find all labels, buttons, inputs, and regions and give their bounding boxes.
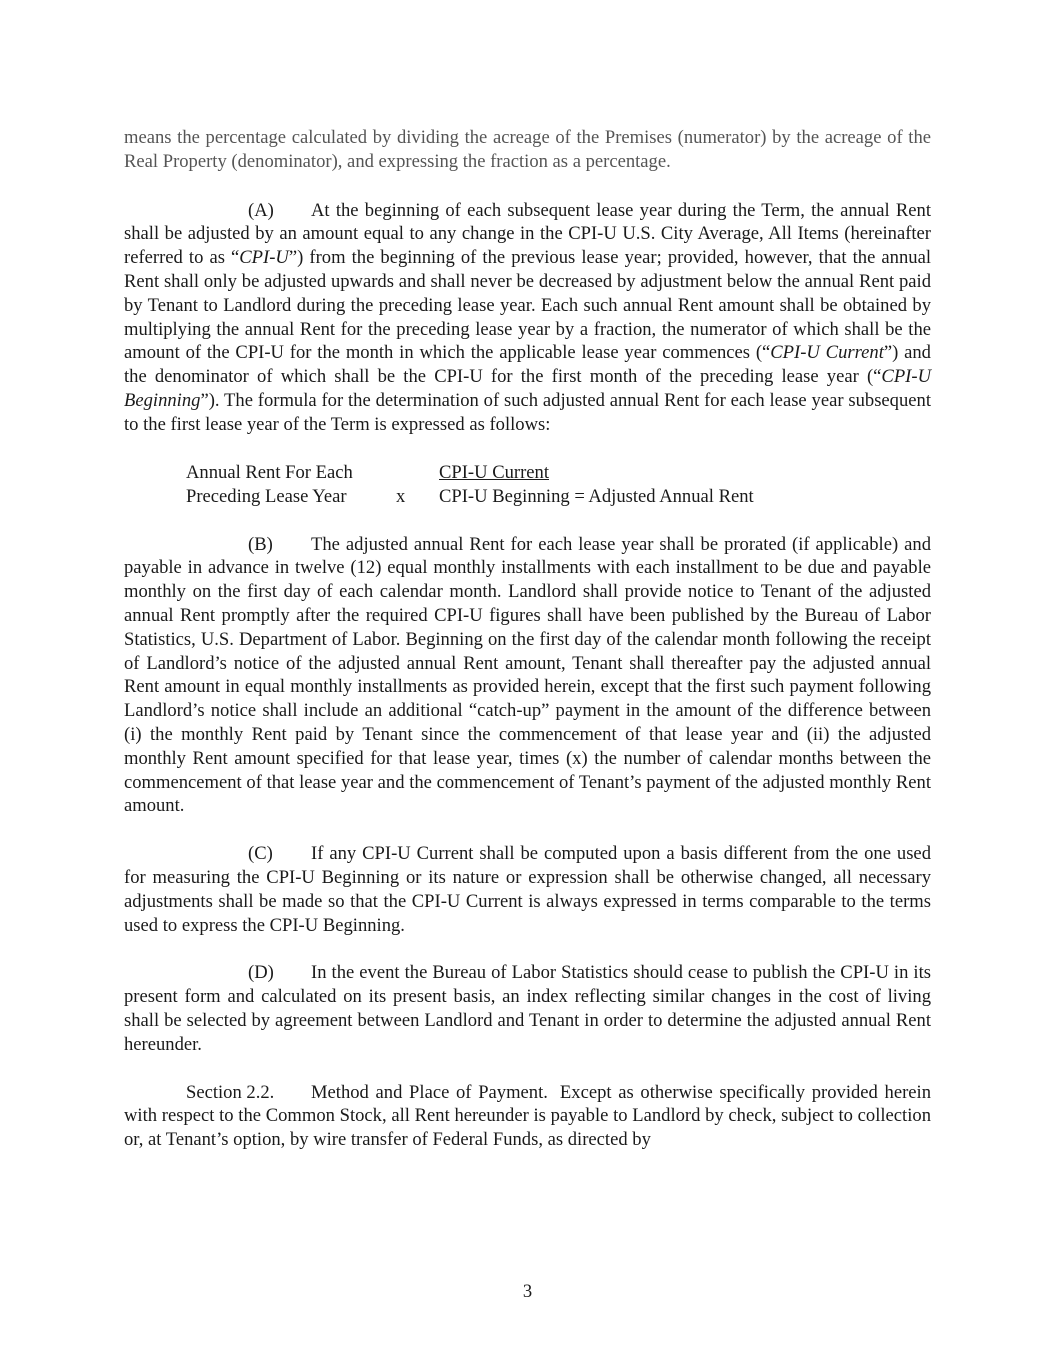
paragraph-a-label: (A): [248, 199, 274, 221]
paragraph-b: [124, 533, 931, 819]
section-text: Except as otherwise specifically provided herein with respect to the Common Stock, all Rent hereunder is payable to Landlord by check, subject to collection or, at Tenant’s option, by wire transfer of Federal Funds, as directed by: [124, 1081, 932, 1151]
formula-operator: x: [396, 485, 406, 507]
rent-formula: [186, 461, 886, 509]
defined-term-cpi-u: CPI-U: [239, 247, 289, 269]
formula-row-1: [186, 461, 886, 485]
defined-term-cpi-u-current: CPI-U Current: [770, 342, 884, 364]
intro-paragraph: means the percentage calculated by dividing the acreage of the Premises (numerator) by the acreage of the Real Property (denominator), and expressing the fraction as a percentage.: [124, 127, 931, 172]
paragraph-d: [124, 961, 931, 1056]
formula-denominator: CPI-U Beginning = Adjusted Annual Rent: [439, 485, 754, 507]
section-2-2: [124, 1081, 931, 1152]
paragraph-b-text: The adjusted annual Rent for each lease year shall be prorated (if applicable) and payable in advance in twelve (12) equal monthly installments with each installment to be due and payable monthly on the first day of each calendar month. Landlord shall provide notice to Tenant of the adjusted annual Rent promptly after the required CPI-U figures shall have been published by the Bureau of Labor Statistics, U.S. Department of Labor. Beginning on the first day of the calendar month following the receipt of Landlord’s notice of the adjusted annual Rent amount, Tenant shall thereafter pay the adjusted annual Rent amount in equal monthly installments as provided herein, except that the first such payment following Landlord’s notice shall include an additional “catch-up” payment in the amount of the difference between (i) the monthly Rent paid by Tenant since the commencement of that lease year and (ii) the adjusted monthly Rent amount specified for that lease year, times (x) the number of calendar months between the commencement of that lease year and the commencement of Tenant’s payment of the adjusted monthly Rent amount.: [124, 533, 931, 817]
paragraph-a-text-3: ”) and the denominator of which shall be the CPI-U for the first month of the preceding lease year (“: [124, 342, 931, 388]
formula-numerator: CPI-U Current: [439, 461, 550, 483]
formula-spacer: [396, 461, 439, 485]
formula-left-line-2: Preceding Lease Year: [186, 485, 347, 507]
section-title: Method and Place of Payment.: [311, 1081, 548, 1103]
paragraph-b-label: (B): [248, 533, 273, 555]
formula-row-2: [186, 485, 886, 509]
paragraph-c-label: (C): [248, 843, 273, 865]
paragraph-a-text-4: ”). The formula for the determination of such adjusted annual Rent for each lease year subsequent to the first lease year of the Term is expressed as follows:: [124, 389, 931, 435]
paragraph-d-text: In the event the Bureau of Labor Statistics should cease to publish the CPI-U in its present form and calculated on its present basis, an index reflecting similar changes in the cost of living shall be selected by agreement between Landlord and Tenant in order to determine the adjusted annual Rent hereunder.: [124, 962, 931, 1055]
paragraph-c-text: If any CPI-U Current shall be computed upon a basis different from the one used for measuring the CPI-U Beginning or its nature or expression shall be otherwise changed, all necessary adjustments shall be made so that the CPI-U Current is always expressed in terms comparable to the terms used to express the CPI-U Beginning.: [124, 843, 931, 936]
paragraph-c: [124, 842, 931, 937]
defined-term-cpi-u-beginning: CPI-U Beginning: [124, 366, 931, 411]
paragraph-a-text-2: ”) from the beginning of the previous lease year; provided, however, that the annual Rent shall only be adjusted upwards and shall never be decreased by adjustment below the annual Rent paid by Tenant to Landlord during the preceding lease year. Each such annual Rent amount shall be obtained by multiplying the annual Rent for the preceding lease year by a fraction, the numerator of which shall be the amount of the CPI-U for the month in which the applicable lease year commences (“: [124, 247, 931, 364]
paragraph-a-text-1: At the beginning of each subsequent lease year during the Term, the annual Rent shall be adjusted by an amount equal to any change in the CPI-U U.S. City Average, All Items (hereinafter referred to as “: [124, 199, 931, 269]
section-number: Section 2.2.: [186, 1081, 275, 1103]
paragraph-d-label: (D): [248, 962, 274, 984]
paragraph-a: [124, 199, 931, 437]
formula-left-line-1: Annual Rent For Each: [186, 461, 353, 483]
page-body: [124, 126, 931, 1152]
page-number: 3: [522, 1281, 533, 1302]
